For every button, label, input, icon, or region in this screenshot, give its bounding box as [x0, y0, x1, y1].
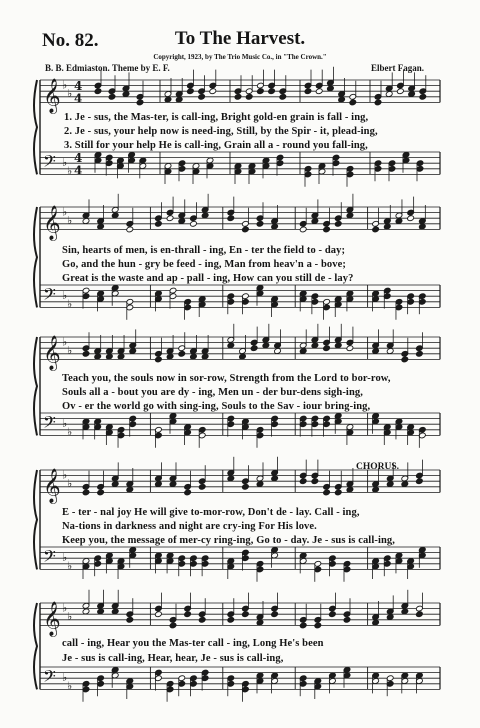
note-head	[397, 88, 405, 95]
note-head	[329, 611, 337, 618]
flat-sign: ♭	[62, 551, 68, 565]
words-credit: B. B. Edmiaston. Theme by E. F.	[45, 63, 170, 73]
note-head	[94, 88, 102, 95]
note-head	[407, 215, 415, 222]
note-head	[323, 345, 331, 352]
note-head	[117, 353, 125, 360]
note-head	[372, 619, 380, 626]
flat-sign: ♭	[67, 214, 73, 227]
note-head	[408, 91, 416, 98]
note-head	[346, 212, 354, 219]
flat-sign: ♭	[67, 297, 73, 311]
note-head	[239, 353, 247, 360]
note-head	[311, 218, 319, 225]
note-head	[274, 348, 282, 355]
brace	[34, 603, 37, 689]
note-head	[418, 223, 426, 230]
brace	[34, 80, 37, 174]
brace	[34, 470, 37, 569]
note-head	[178, 350, 186, 357]
note-head	[82, 608, 90, 615]
copyright-notice: Copyright, 1923, by The Trio Music Co., in "The Crown."	[153, 53, 327, 61]
note-head	[242, 483, 250, 490]
flat-sign: ♭	[62, 671, 68, 685]
note-head	[304, 88, 312, 95]
note-head	[279, 93, 287, 100]
time-signature-top: 4	[74, 151, 83, 166]
note-head	[334, 489, 342, 496]
brace	[34, 337, 37, 435]
lyric-line-s4-v3: Keep you, the message of mer-cy ring-ing, Go to - day. Je - sus is call-ing,	[62, 535, 395, 546]
note-head	[234, 93, 242, 100]
hymn-title: To The Harvest.	[174, 28, 306, 49]
note-head	[386, 481, 394, 488]
hymn-number: No. 82.	[42, 30, 99, 51]
note-head	[166, 215, 174, 222]
note-head	[129, 348, 137, 355]
note-head	[126, 226, 134, 233]
note-head	[401, 481, 409, 488]
note-head	[372, 348, 380, 355]
note-head	[386, 614, 394, 621]
note-head	[383, 223, 391, 230]
note-head	[256, 220, 264, 227]
note-head	[82, 218, 90, 225]
treble-clef: 𝄞	[43, 468, 61, 504]
note-head	[346, 486, 354, 493]
lyric-line-s2-v2: Go, and the hun - gry be feed - ing, Man from heav'n a - bove;	[62, 259, 346, 270]
flat-sign: ♭	[67, 344, 73, 357]
flat-sign: ♭	[67, 164, 73, 178]
note-head	[311, 478, 319, 485]
note-head	[122, 91, 130, 98]
note-head	[155, 220, 163, 227]
chorus-label: CHORUS.	[356, 462, 400, 472]
note-head	[257, 88, 265, 95]
bass-clef: 𝄢	[43, 545, 56, 570]
note-head	[198, 483, 206, 490]
note-head	[227, 215, 235, 222]
note-head	[126, 486, 134, 493]
note-head	[164, 96, 172, 103]
note-head	[338, 96, 346, 103]
note-head	[262, 342, 270, 349]
note-head	[327, 85, 335, 92]
note-head	[111, 212, 119, 219]
note-head	[155, 356, 163, 363]
note-head	[201, 212, 209, 219]
note-head	[184, 489, 192, 496]
flat-sign: ♭	[62, 601, 68, 615]
bass-clef: 𝄢	[43, 150, 56, 175]
note-head	[227, 475, 235, 482]
note-head	[419, 93, 427, 100]
lyric-line-s1-v3: 3. Still for your help He is call-ing, Grain all a - round you fall-ing,	[64, 140, 368, 151]
note-head	[106, 353, 114, 360]
flat-sign: ♭	[67, 559, 73, 573]
note-head	[198, 616, 206, 623]
flat-sign: ♭	[62, 205, 68, 219]
lyric-line-s4-v2: Na-tions in darkness and night are cry-ing For His love.	[62, 521, 317, 532]
lyric-line-s5-v1: call - ing, Hear you the Mas-ter call - ing, Long He's been	[62, 638, 324, 649]
music-credit: Elbert Fagan.	[371, 63, 424, 73]
note-head	[111, 481, 119, 488]
note-head	[416, 611, 424, 618]
note-head	[374, 99, 382, 106]
lyric-line-s3-v1: Teach you, the souls now in sor-row, Strength from the Lord to bor-row,	[62, 373, 391, 384]
flat-sign: ♭	[67, 679, 73, 693]
flat-sign: ♭	[62, 417, 68, 431]
time-signature-bottom: 4	[74, 163, 83, 178]
note-head	[82, 489, 90, 496]
note-head	[190, 353, 198, 360]
lyric-line-s3-v2: Souls all a - bout you are dy - ing, Men un - der bur-dens sigh-ing,	[62, 387, 363, 398]
note-head	[343, 616, 351, 623]
note-head	[334, 220, 342, 227]
note-head	[97, 608, 105, 615]
note-head	[401, 356, 409, 363]
note-head	[178, 218, 186, 225]
lyric-line-s3-v3: Ov - er the world go with sing-ing, Souls to the Sav - iour bring-ing,	[62, 401, 371, 412]
note-head	[242, 611, 250, 618]
note-head	[372, 486, 380, 493]
flat-sign: ♭	[62, 78, 68, 92]
note-head	[169, 481, 177, 488]
note-head	[299, 348, 307, 355]
bass-clef: 𝄢	[43, 665, 56, 690]
note-head	[190, 220, 198, 227]
note-head	[136, 99, 144, 106]
time-signature-top: 4	[74, 79, 83, 94]
note-head	[201, 353, 209, 360]
lyric-line-s1-v1: 1. Je - sus, the Mas-ter, is call-ing, Bright gold-en grain is fall - ing,	[64, 112, 369, 123]
note-head	[227, 616, 235, 623]
flat-sign: ♭	[67, 425, 73, 439]
note-head	[346, 345, 354, 352]
note-head	[385, 91, 393, 98]
note-head	[126, 616, 134, 623]
note-head	[372, 226, 380, 233]
brace	[34, 207, 37, 307]
flat-sign: ♭	[62, 156, 68, 170]
note-head	[82, 350, 90, 357]
flat-sign: ♭	[67, 87, 73, 100]
note-head	[299, 226, 307, 233]
note-head	[169, 622, 177, 629]
note-head	[334, 342, 342, 349]
flat-sign: ♭	[62, 335, 68, 349]
note-head	[256, 619, 264, 626]
note-head	[323, 226, 331, 233]
lyric-line-s1-v2: 2. Je - sus, your help now is need-ing, Still, by the Spir - it, plead-ing,	[64, 126, 378, 137]
flat-sign: ♭	[62, 468, 68, 482]
note-head	[349, 99, 357, 106]
note-head	[209, 88, 217, 95]
note-head	[315, 88, 323, 95]
note-head	[94, 353, 102, 360]
note-head	[250, 345, 258, 352]
note-head	[155, 481, 163, 488]
note-head	[175, 96, 183, 103]
note-head	[242, 226, 250, 233]
note-head	[314, 622, 322, 629]
flat-sign: ♭	[62, 289, 68, 303]
treble-clef: 𝄞	[43, 205, 61, 241]
note-head	[198, 93, 206, 100]
note-head	[386, 348, 394, 355]
note-head	[271, 223, 279, 230]
note-head	[323, 489, 331, 496]
note-head	[311, 342, 319, 349]
note-head	[166, 353, 174, 360]
note-head	[416, 350, 424, 357]
bass-clef: 𝄢	[43, 411, 56, 436]
lyric-line-s2-v3: Great is the waste and ap - pall - ing, How can you still de - lay?	[62, 273, 354, 284]
note-head	[155, 611, 163, 618]
lyric-line-s4-v1: E - ter - nal joy He will give to-mor-row, Don't de - lay. Call - ing,	[62, 507, 360, 518]
note-head	[299, 622, 307, 629]
note-head	[187, 88, 195, 95]
note-head	[256, 481, 264, 488]
note-head	[299, 478, 307, 485]
note-head	[108, 93, 116, 100]
note-head	[271, 475, 279, 482]
note-head	[97, 223, 105, 230]
flat-sign: ♭	[67, 610, 73, 623]
note-head	[184, 611, 192, 618]
note-head	[271, 611, 279, 618]
note-head	[268, 88, 276, 95]
treble-clef: 𝄞	[43, 335, 61, 371]
note-head	[227, 342, 235, 349]
note-head	[245, 93, 253, 100]
note-head	[416, 478, 424, 485]
treble-clef: 𝄞	[43, 601, 61, 637]
note-head	[97, 489, 105, 496]
flat-sign: ♭	[67, 477, 73, 490]
note-head	[111, 608, 119, 615]
note-head	[401, 608, 409, 615]
time-signature-bottom: 4	[74, 91, 83, 106]
note-head	[395, 218, 403, 225]
lyric-line-s2-v1: Sin, hearts of men, is en-thrall - ing, En - ter the field to - day;	[62, 245, 346, 256]
bass-clef: 𝄢	[43, 283, 56, 308]
lyric-line-s5-v2: Je - sus is call-ing, Hear, hear, Je - sus is call-ing,	[62, 653, 284, 664]
treble-clef: 𝄞	[43, 78, 61, 114]
